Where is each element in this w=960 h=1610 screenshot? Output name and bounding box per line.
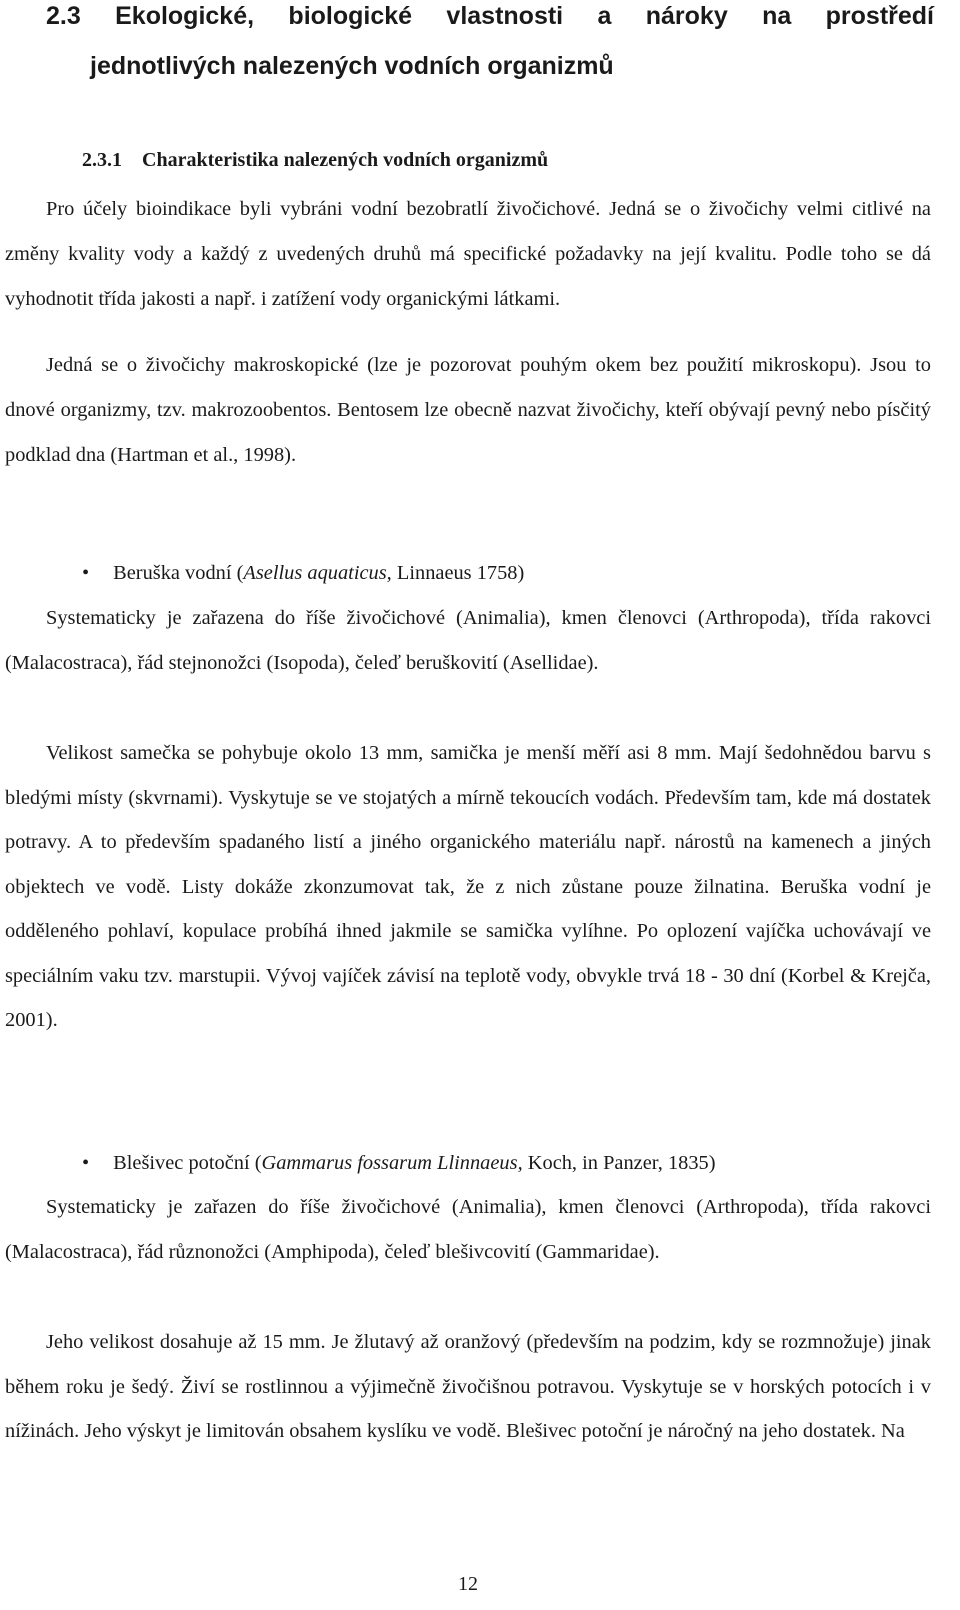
species-author: Koch, in Panzer, 1835) bbox=[522, 1152, 716, 1174]
intro-paragraph-2: Jedná se o živočichy makroskopické (lze je pozorovat pouhým okem bez použití mikroskopu). Jsou to dnové organizmy, tzv. makrozoobentos. Bentosem lze obecně nazvat živočichy, kteří obývají pevný nebo písčitý podklad dna (Hartman et al., 1998). bbox=[5, 354, 931, 466]
asellus-description: Velikost samečka se pohybuje okolo 13 mm, samička je menší měří asi 8 mm. Mají šedohnědou barvu s bledými místy (skvrnami). Vyskytuje se ve stojatých a mírně tekoucích vodách. Především tam, kde má dostatek potravy. A to především spadaného listí a jiného organického materiálu např. nárostů na kamenech a jiných objektech ve vodě. Listy dokáže zkonzumovat tak, že z nich zůstane pouze žilnatina. Beruška vodní je odděleného pohlaví, kopulace probíhá ihned jakmile se samička vylíhne. Po oplození vajíčka uchovávají ve speciálním vaku tzv. marstupii. Vývoj vajíček závisí na teplotě vody, obvykle trvá 18 - 30 dní (Korbel & Krejča, 2001). bbox=[5, 742, 931, 1031]
species-author: Linnaeus 1758) bbox=[391, 562, 525, 584]
subsection-title: Charakteristika nalezených vodních organizmů bbox=[142, 149, 549, 171]
page-number: 12 bbox=[458, 1573, 478, 1595]
species-heading-asellus bbox=[82, 560, 524, 586]
species-name: Beruška vodní ( bbox=[113, 562, 244, 584]
gammarus-systematics: Systematicky je zařazen do říše živočichové (Animalia), kmen členovci (Arthropoda), třída rakovci (Malacostraca), řád různonožci (Amphipoda), čeleď blešivcovití (Gammaridae). bbox=[5, 1196, 931, 1263]
subsection-heading bbox=[82, 148, 548, 172]
gammarus-description: Jeho velikost dosahuje až 15 mm. Je žlutavý až oranžový (především na podzim, kdy se rozmnožuje) jinak během roku je šedý. Živí se rostlinnou a výjimečně živočišnou potravou. Vyskytuje se v horských potocích i v nížinách. Jeho výskyt je limitován obsahem kyslíku ve vodě. Blešivec potoční je náročný na jeho dostatek. Na bbox=[5, 1331, 931, 1442]
section-title-line-1: 2.3 Ekologické, biologické vlastnosti a nároky na prostředí bbox=[46, 2, 934, 30]
section-title-line-2: jednotlivých nalezených vodních organizmů bbox=[90, 52, 614, 80]
bullet-icon: • bbox=[82, 1152, 90, 1174]
species-name: Blešivec potoční ( bbox=[113, 1152, 262, 1174]
bullet-icon: • bbox=[82, 562, 90, 584]
species-latin-name: Asellus aquaticus, bbox=[243, 562, 392, 584]
intro-paragraph-1: Pro účely bioindikace byli vybráni vodní bezobratlí živočichové. Jedná se o živočichy velmi citlivé na změny kvality vody a každý z uvedených druhů má specifické požadavky na její kvalitu. Podle toho se dá vyhodnotit třída jakosti a např. i zatížení vody organickými látkami. bbox=[5, 198, 931, 310]
asellus-systematics: Systematicky je zařazena do říše živočichové (Animalia), kmen členovci (Arthropoda), třída rakovci (Malacostraca), řád stejnonožci (Isopoda), čeleď beruškovití (Asellidae). bbox=[5, 607, 931, 674]
subsection-number: 2.3.1 bbox=[82, 149, 122, 171]
species-heading-gammarus bbox=[82, 1150, 716, 1176]
species-latin-name: Gammarus fossarum Llinnaeus, bbox=[261, 1152, 523, 1174]
